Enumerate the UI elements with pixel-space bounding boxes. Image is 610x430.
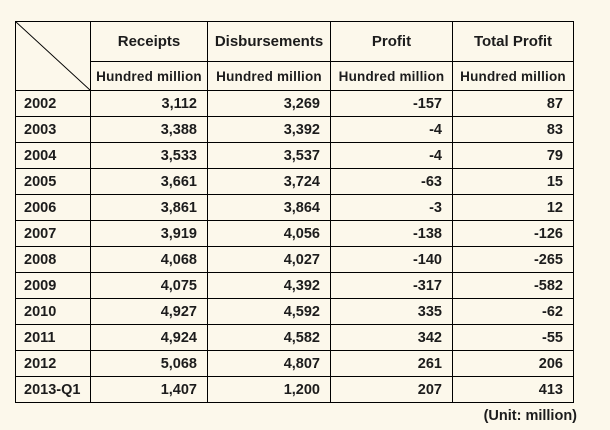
value-cell: 3,388 [91,117,208,143]
value-cell: 3,537 [208,143,331,169]
row-header-year: 2006 [16,195,91,221]
value-cell: 1,407 [91,377,208,403]
value-cell: 4,592 [208,299,331,325]
unit-header: Hundred million [331,62,453,91]
value-cell: 12 [453,195,574,221]
table-row [16,143,574,169]
value-cell: -582 [453,273,574,299]
value-cell: 3,919 [91,221,208,247]
unit-header: Hundred million [453,62,574,91]
row-header-year: 2008 [16,247,91,273]
row-header-year: 2005 [16,169,91,195]
corner-cell [16,22,91,91]
value-cell: -138 [331,221,453,247]
value-cell: -157 [331,91,453,117]
row-header-year: 2004 [16,143,91,169]
value-cell: 3,861 [91,195,208,221]
value-cell: 4,392 [208,273,331,299]
table-row [16,195,574,221]
financial-table-container [15,21,577,424]
row-header-year: 2009 [16,273,91,299]
row-header-year: 2012 [16,351,91,377]
table-row [16,351,574,377]
value-cell: 3,269 [208,91,331,117]
column-header-profit: Profit [331,22,453,62]
value-cell: -126 [453,221,574,247]
value-cell: -317 [331,273,453,299]
column-header-total-profit: Total Profit [453,22,574,62]
value-cell: 335 [331,299,453,325]
value-cell: 4,027 [208,247,331,273]
unit-header: Hundred million [91,62,208,91]
row-header-year: 2010 [16,299,91,325]
value-cell: 3,533 [91,143,208,169]
table-row [16,169,574,195]
value-cell: 342 [331,325,453,351]
table-row [16,117,574,143]
row-header-year: 2002 [16,91,91,117]
table-row [16,377,574,403]
unit-header: Hundred million [208,62,331,91]
table-row [16,325,574,351]
value-cell: 4,927 [91,299,208,325]
value-cell: 4,582 [208,325,331,351]
value-cell: 4,056 [208,221,331,247]
value-cell: 3,724 [208,169,331,195]
value-cell: 3,864 [208,195,331,221]
value-cell: -3 [331,195,453,221]
value-cell: 1,200 [208,377,331,403]
value-cell: 3,392 [208,117,331,143]
table-row [16,273,574,299]
value-cell: 4,068 [91,247,208,273]
header-row [16,22,574,62]
value-cell: -140 [331,247,453,273]
table-body [16,91,574,403]
row-header-year: 2011 [16,325,91,351]
value-cell: -55 [453,325,574,351]
unit-note: (Unit: million) [483,408,577,424]
value-cell: 4,924 [91,325,208,351]
row-header-year: 2013-Q1 [16,377,91,403]
value-cell: 206 [453,351,574,377]
row-header-year: 2003 [16,117,91,143]
value-cell: -4 [331,117,453,143]
table-row [16,247,574,273]
column-header-receipts: Receipts [91,22,208,62]
value-cell: 3,112 [91,91,208,117]
value-cell: 4,075 [91,273,208,299]
value-cell: 5,068 [91,351,208,377]
value-cell: 413 [453,377,574,403]
value-cell: 79 [453,143,574,169]
value-cell: -63 [331,169,453,195]
units-row [16,62,574,91]
value-cell: 261 [331,351,453,377]
financial-table [15,21,574,403]
row-header-year: 2007 [16,221,91,247]
value-cell: 87 [453,91,574,117]
value-cell: 207 [331,377,453,403]
column-header-disbursements: Disbursements [208,22,331,62]
value-cell: -4 [331,143,453,169]
table-row [16,299,574,325]
table-row [16,91,574,117]
value-cell: 83 [453,117,574,143]
value-cell: 3,661 [91,169,208,195]
value-cell: -265 [453,247,574,273]
table-row [16,221,574,247]
value-cell: 15 [453,169,574,195]
value-cell: -62 [453,299,574,325]
value-cell: 4,807 [208,351,331,377]
